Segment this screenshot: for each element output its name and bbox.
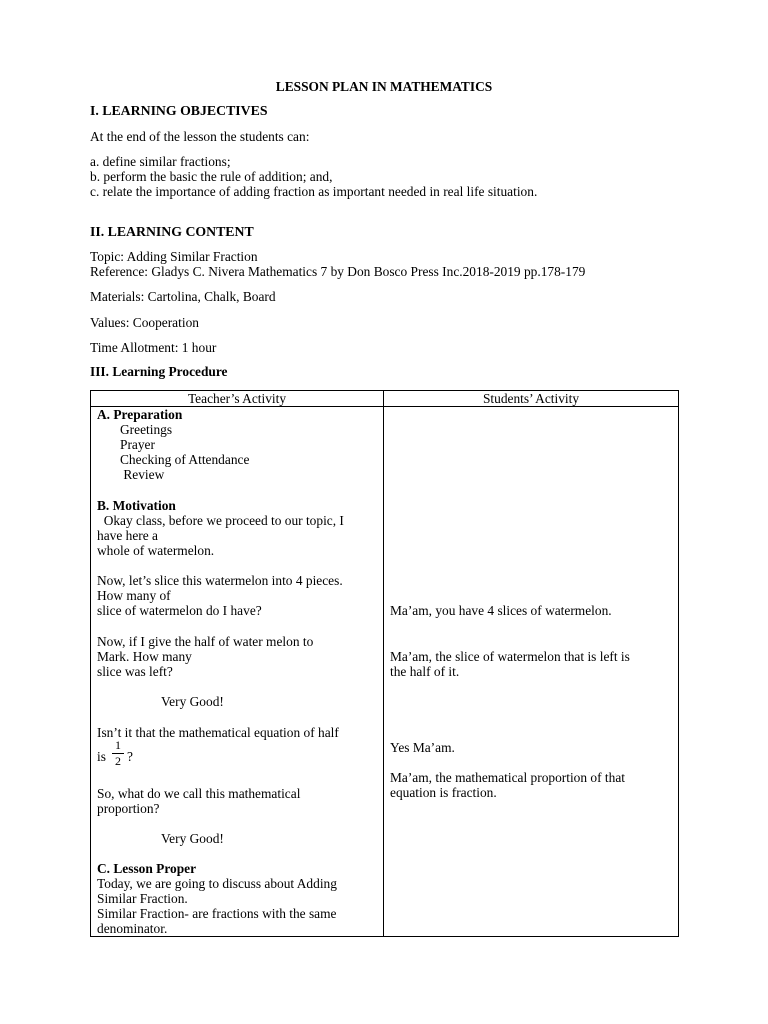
motivation-line-5a: So, what do we call this mathematical (97, 786, 301, 801)
lesson-line-3: Similar Fraction- are fractions with the same (97, 906, 337, 921)
preparation-heading: A. Preparation (97, 407, 183, 422)
student-response-2a: Ma’am, the slice of watermelon that is left is (390, 649, 630, 664)
student-response-2b: the half of it. (390, 664, 460, 679)
motivation-line-3a: Now, if I give the half of water melon to (97, 634, 314, 649)
student-response-3: Yes Ma’am. (390, 740, 455, 755)
document-title: LESSON PLAN IN MATHEMATICS (275, 79, 493, 94)
content-values: Values: Cooperation (90, 315, 199, 330)
objective-item-a: a. define similar fractions; (90, 154, 231, 169)
content-topic: Topic: Adding Similar Fraction (90, 249, 258, 264)
col-header-students: Students’ Activity (384, 391, 679, 407)
fraction-one-half (112, 739, 124, 768)
very-good-1: Very Good! (161, 694, 224, 709)
motivation-line-4b-suffix: ? (127, 749, 133, 764)
content-materials: Materials: Cartolina, Chalk, Board (90, 289, 276, 304)
lesson-line-4: denominator. (97, 921, 168, 936)
motivation-line-4a: Isn’t it that the mathematical equation of half (97, 725, 339, 740)
objective-item-c: c. relate the importance of adding fraction as important needed in real life situation. (90, 184, 538, 199)
procedure-heading: III. Learning Procedure (90, 364, 228, 379)
motivation-line-3b: Mark. How many (97, 649, 192, 664)
table-header-row (91, 391, 679, 407)
motivation-line-2b: How many of (97, 588, 171, 603)
motivation-line-1c: whole of watermelon. (97, 543, 215, 558)
prep-item-greetings: Greetings (120, 422, 173, 437)
prep-item-prayer: Prayer (120, 437, 155, 452)
motivation-line-2a: Now, let’s slice this watermelon into 4 pieces. (97, 573, 343, 588)
motivation-line-3c: slice was left? (97, 664, 173, 679)
content-heading: II. LEARNING CONTENT (90, 224, 254, 239)
student-response-1: Ma’am, you have 4 slices of watermelon. (390, 603, 612, 618)
objective-item-b: b. perform the basic the rule of addition; and, (90, 169, 333, 184)
col-header-teacher: Teacher’s Activity (91, 391, 384, 407)
prep-item-review: Review (120, 467, 165, 482)
very-good-2: Very Good! (161, 831, 224, 846)
fraction-numerator: 1 (112, 739, 124, 754)
objectives-heading: I. LEARNING OBJECTIVES (90, 103, 268, 118)
fraction-denominator: 2 (115, 754, 121, 768)
lesson-line-1: Today, we are going to discuss about Adding (97, 876, 337, 891)
motivation-line-1a: Okay class, before we proceed to our topic, I (97, 513, 344, 528)
table-body-row (91, 407, 679, 937)
motivation-line-5b: proportion? (97, 801, 160, 816)
lesson-proper-heading: C. Lesson Proper (97, 861, 197, 876)
motivation-line-2c: slice of watermelon do I have? (97, 603, 262, 618)
content-reference: Reference: Gladys C. Nivera Mathematics 7 by Don Bosco Press Inc.2018-2019 pp.178-179 (90, 264, 586, 279)
students-activity-cell (384, 407, 679, 937)
student-response-4b: equation is fraction. (390, 785, 497, 800)
motivation-line-4b-prefix: is (97, 749, 106, 764)
procedure-table (90, 390, 679, 937)
student-response-4a: Ma’am, the mathematical proportion of that (390, 770, 626, 785)
content-time-allotment: Time Allotment: 1 hour (90, 340, 217, 355)
prep-item-attendance: Checking of Attendance (120, 452, 250, 467)
motivation-line-1b: have here a (97, 528, 158, 543)
objectives-intro: At the end of the lesson the students can: (90, 129, 310, 144)
lesson-line-2: Similar Fraction. (97, 891, 188, 906)
motivation-heading: B. Motivation (97, 498, 176, 513)
teacher-activity-cell (91, 407, 384, 937)
